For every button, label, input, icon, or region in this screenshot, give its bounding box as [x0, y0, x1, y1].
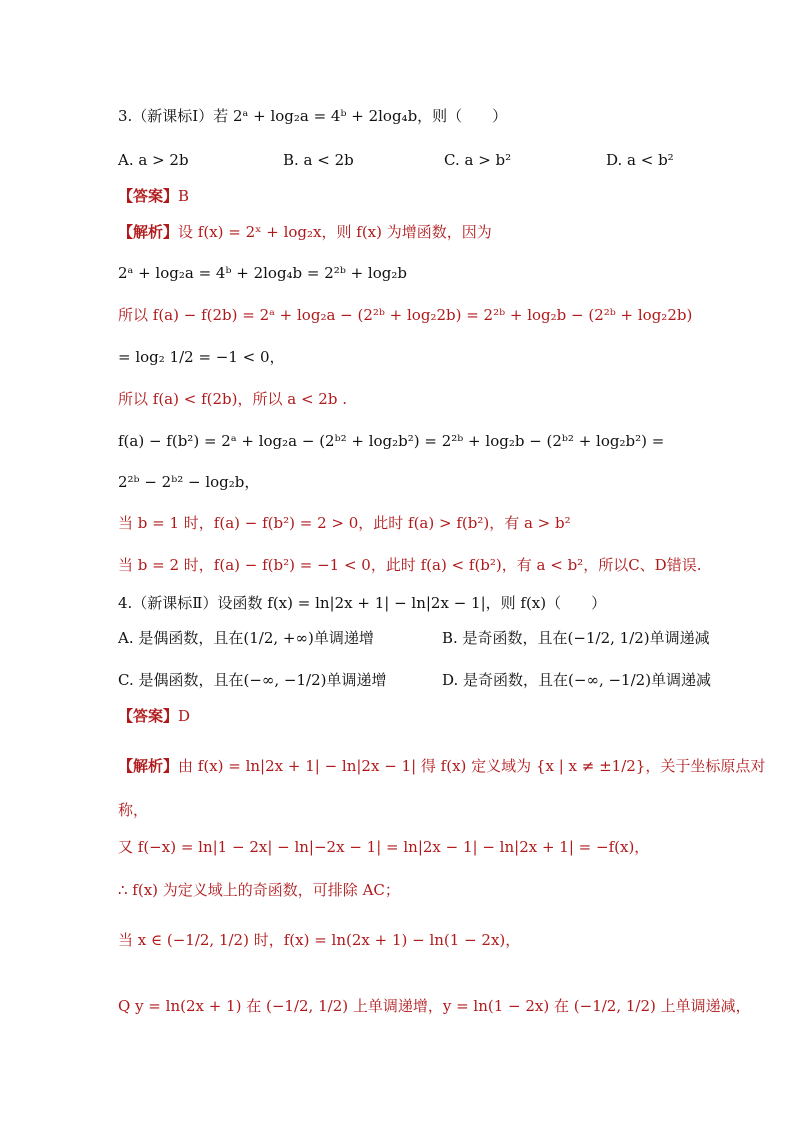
q4-option-b: B. 是奇函数，且在(−1/2, 1/2)单调递减	[442, 629, 710, 647]
q3-line6: f(a) − f(b²) = 2ᵃ + log₂a − (2ᵇ² + log₂b²) = 2²ᵇ + log₂b − (2ᵇ² + log₂b²) =	[118, 432, 665, 450]
q4-answer-label: 【答案】	[118, 707, 179, 725]
q3-line4: = log₂ 1/2 = −1 < 0，	[118, 348, 285, 366]
q3-line7: 2²ᵇ − 2ᵇ² − log₂b，	[118, 473, 260, 491]
q4-option-c: C. 是偶函数，且在(−∞, −1/2)单调递增	[118, 671, 387, 689]
q3-answer-value: B	[178, 187, 190, 205]
q3-analysis-text: 设 f(x) = 2ˣ + log₂x，则 f(x) 为增函数，因为	[178, 223, 492, 241]
q3-line8: 当 b = 1 时，f(a) − f(b²) = 2 > 0，此时 f(a) > f(b²)，有 a > b²	[118, 514, 571, 532]
q4-option-a: A. 是偶函数，且在(1/2, +∞)单调递增	[118, 629, 374, 647]
q3-answer-label: 【答案】	[118, 187, 179, 205]
q4-line3: 又 f(−x) = ln|1 − 2x| − ln|−2x − 1| = ln|2x − 1| − ln|2x + 1| = −f(x)，	[118, 838, 650, 856]
q3-line2: 2ᵃ + log₂a = 4ᵇ + 2log₄b = 2²ᵇ + log₂b	[118, 264, 407, 282]
q3-analysis-label: 【解析】	[118, 223, 179, 241]
q4-line4: ∴ f(x) 为定义域上的奇函数，可排除 AC；	[118, 881, 400, 899]
q3-line5: 所以 f(a) < f(2b)，所以 a < 2b .	[118, 390, 347, 408]
q4-analysis-label: 【解析】	[118, 757, 179, 775]
q4-analysis-line1	[118, 756, 765, 776]
q4-line2: 称，	[118, 801, 149, 819]
q4-stem: 4.（新课标Ⅱ）设函数 f(x) = ln|2x + 1| − ln|2x − 1|，则 f(x)（ ）	[118, 594, 607, 612]
q3-line9: 当 b = 2 时，f(a) − f(b²) = −1 < 0，此时 f(a) < f(b²)，有 a < b²，所以C、D错误.	[118, 556, 702, 574]
q3-option-b: B. a < 2b	[283, 151, 354, 169]
q4-analysis-text: 由 f(x) = ln|2x + 1| − ln|2x − 1| 得 f(x) 定义域为 {x | x ≠ ±1/2}，关于坐标原点对	[178, 757, 766, 775]
q3-option-d: D. a < b²	[606, 151, 674, 169]
q4-line5: 当 x ∈ (−1/2, 1/2) 时，f(x) = ln(2x + 1) − ln(1 − 2x)，	[118, 931, 521, 949]
q3-option-c: C. a > b²	[444, 151, 512, 169]
q4-answer	[118, 706, 190, 726]
q4-option-d: D. 是奇函数，且在(−∞, −1/2)单调递减	[442, 671, 712, 689]
q3-option-a: A. a > 2b	[118, 151, 189, 169]
q4-line6: Q y = ln(2x + 1) 在 (−1/2, 1/2) 上单调递增，y = ln(1 − 2x) 在 (−1/2, 1/2) 上单调递减，	[118, 997, 751, 1015]
q3-stem: 3.（新课标Ⅰ）若 2ᵃ + log₂a = 4ᵇ + 2log₄b，则（ ）	[118, 107, 508, 125]
q4-answer-value: D	[178, 707, 191, 725]
q3-analysis-line1	[118, 222, 492, 242]
q3-answer	[118, 186, 189, 206]
q3-line3: 所以 f(a) − f(2b) = 2ᵃ + log₂a − (2²ᵇ + log₂2b) = 2²ᵇ + log₂b − (2²ᵇ + log₂2b)	[118, 306, 693, 324]
